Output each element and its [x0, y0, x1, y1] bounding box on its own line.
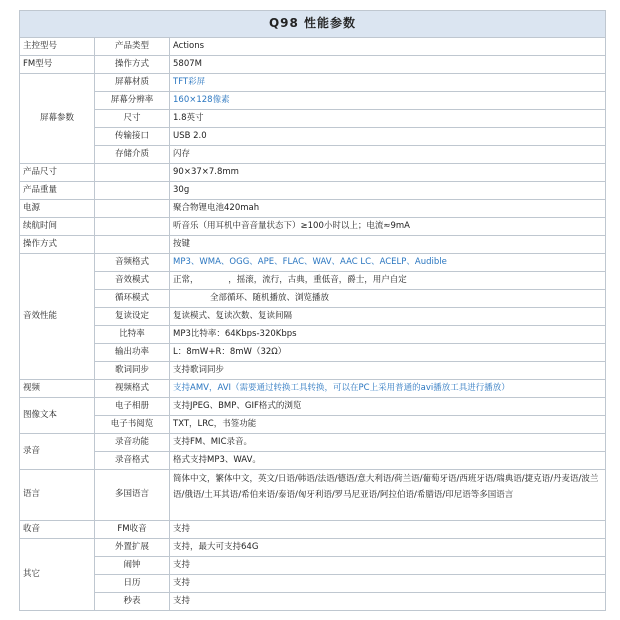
row-label: FM型号 [20, 56, 95, 74]
row-value: 支持FM、MIC录音。 [170, 434, 606, 452]
table-title: Q98 性能参数 [20, 11, 606, 38]
row-value: 听音乐（用耳机中音音量状态下）≥100小时以上；电流≈9mA [170, 218, 606, 236]
row-value: 简体中文，繁体中文，英文/日语/韩语/法语/德语/意大利语/荷兰语/葡萄牙语/西班牙语/瑞典语/捷克语/丹麦语/波兰语/俄语/土耳其语/希伯来语/泰语/匈牙利语/罗马尼亚语/阿拉伯语/希腊语/印尼语等多国语言 [170, 470, 606, 521]
row-value: L：8mW+R：8mW（32Ω） [170, 344, 606, 362]
group-label-audio: 音效性能 [20, 254, 95, 380]
row-sublabel: 日历 [95, 575, 170, 593]
row-sublabel: 视频格式 [95, 380, 170, 398]
table-row [20, 575, 606, 593]
table-row [20, 236, 606, 254]
table-row [20, 92, 606, 110]
row-value: 支持，最大可支持64G [170, 539, 606, 557]
table-row [20, 521, 606, 539]
table-row [20, 200, 606, 218]
row-sublabel: 尺寸 [95, 110, 170, 128]
row-sublabel: 外置扩展 [95, 539, 170, 557]
row-sublabel: 输出功率 [95, 344, 170, 362]
row-value: TFT彩屏 [170, 74, 606, 92]
group-label-other: 其它 [20, 539, 95, 611]
row-value: 90×37×7.8mm [170, 164, 606, 182]
table-row [20, 38, 606, 56]
spec-table [19, 10, 606, 611]
row-sublabel: 秒表 [95, 593, 170, 611]
group-label-screen: 屏幕参数 [20, 74, 95, 164]
row-value: 聚合物锂电池420mah [170, 200, 606, 218]
row-label: 视频 [20, 380, 95, 398]
table-row [20, 557, 606, 575]
row-sublabel: 音效模式 [95, 272, 170, 290]
table-row [20, 308, 606, 326]
row-sublabel: 复读设定 [95, 308, 170, 326]
row-sublabel: 电子书阅览 [95, 416, 170, 434]
table-row [20, 470, 606, 521]
row-label: 语言 [20, 470, 95, 521]
row-sublabel: 电子相册 [95, 398, 170, 416]
row-label: 主控型号 [20, 38, 95, 56]
table-row [20, 380, 606, 398]
row-value: 支持 [170, 575, 606, 593]
group-label-record: 录音 [20, 434, 95, 470]
row-value: 5807M [170, 56, 606, 74]
table-row [20, 146, 606, 164]
group-label-image-text: 图像文本 [20, 398, 95, 434]
row-value: 支持AMV，AVI（需要通过转换工具转换，可以在PC上采用普通的avi播放工具进行播放） [170, 380, 606, 398]
table-row [20, 74, 606, 92]
row-label: 收音 [20, 521, 95, 539]
row-value: 1.8英寸 [170, 110, 606, 128]
table-row [20, 326, 606, 344]
row-sublabel: 比特率 [95, 326, 170, 344]
row-value: 支持 [170, 521, 606, 539]
row-sublabel: 闹钟 [95, 557, 170, 575]
table-row [20, 110, 606, 128]
row-value: 正常， ，摇滚，流行，古典，重低音，爵士，用户自定 [170, 272, 606, 290]
row-value: 160×128像素 [170, 92, 606, 110]
table-row [20, 218, 606, 236]
table-row [20, 539, 606, 557]
row-label: 产品尺寸 [20, 164, 95, 182]
table-row [20, 452, 606, 470]
table-row [20, 272, 606, 290]
table-row [20, 344, 606, 362]
row-value: TXT，LRC，书签功能 [170, 416, 606, 434]
row-value: 30g [170, 182, 606, 200]
row-value: 复读模式、复读次数、复读间隔 [170, 308, 606, 326]
row-sublabel: 屏幕分辨率 [95, 92, 170, 110]
row-label: 续航时间 [20, 218, 95, 236]
row-value: MP3比特率：64Kbps-320Kbps [170, 326, 606, 344]
row-sublabel: 循环模式 [95, 290, 170, 308]
table-row [20, 164, 606, 182]
row-sublabel: 歌词同步 [95, 362, 170, 380]
row-sublabel: 产品类型 [95, 38, 170, 56]
table-row [20, 56, 606, 74]
row-value: 支持歌词同步 [170, 362, 606, 380]
row-value: 全部循环、随机播放、浏览播放 [170, 290, 606, 308]
table-row [20, 290, 606, 308]
table-row [20, 182, 606, 200]
row-sublabel: 存储介质 [95, 146, 170, 164]
row-value: 闪存 [170, 146, 606, 164]
row-value: 格式支持MP3、WAV。 [170, 452, 606, 470]
row-value: 按键 [170, 236, 606, 254]
row-value: USB 2.0 [170, 128, 606, 146]
table-row [20, 416, 606, 434]
table-row [20, 362, 606, 380]
row-sublabel: 多国语言 [95, 470, 170, 521]
row-sublabel: FM收音 [95, 521, 170, 539]
table-row [20, 398, 606, 416]
row-value: 支持 [170, 593, 606, 611]
table-row [20, 434, 606, 452]
row-sublabel: 传输接口 [95, 128, 170, 146]
row-sublabel: 屏幕材质 [95, 74, 170, 92]
table-row [20, 128, 606, 146]
row-sublabel: 音频格式 [95, 254, 170, 272]
row-value: MP3、WMA、OGG、APE、FLAC、WAV、AAC LC、ACELP、Audible [170, 254, 606, 272]
row-sublabel: 录音格式 [95, 452, 170, 470]
row-value: Actions [170, 38, 606, 56]
row-sublabel: 操作方式 [95, 56, 170, 74]
table-row [20, 593, 606, 611]
title-row [20, 11, 606, 38]
row-label: 电源 [20, 200, 95, 218]
row-value: 支持 [170, 557, 606, 575]
row-label: 产品重量 [20, 182, 95, 200]
table-row [20, 254, 606, 272]
row-label: 操作方式 [20, 236, 95, 254]
row-value: 支持JPEG、BMP、GIF格式的浏览 [170, 398, 606, 416]
row-sublabel: 录音功能 [95, 434, 170, 452]
